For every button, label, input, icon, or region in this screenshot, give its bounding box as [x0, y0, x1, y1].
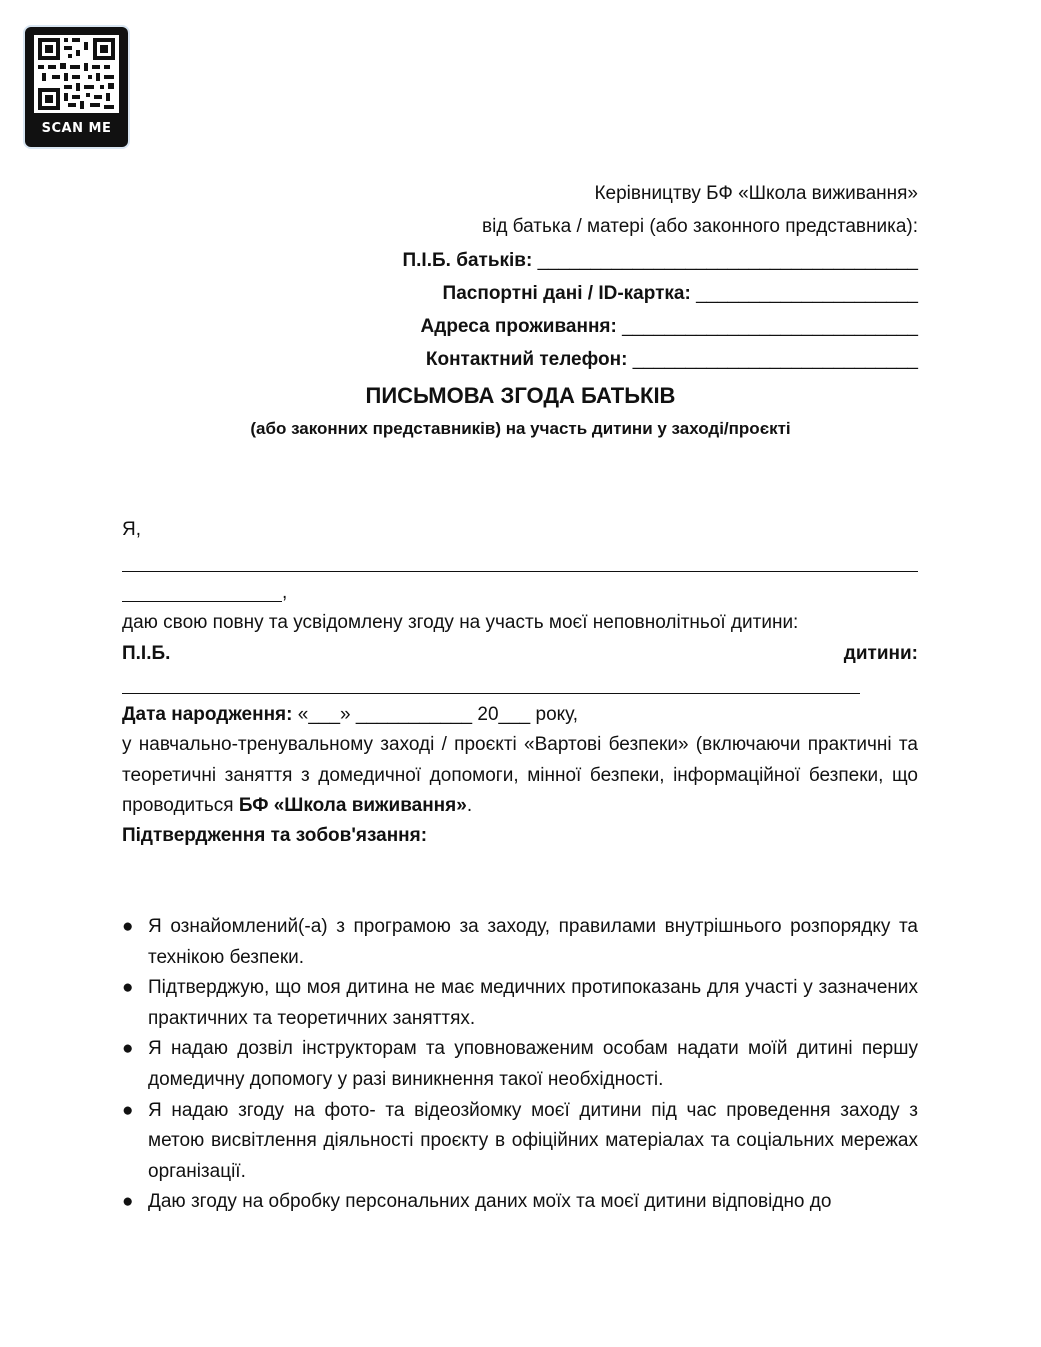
document-subtitle: (або законних представників) на участь дитини у заході/проєкті	[250, 419, 791, 438]
qr-code	[25, 27, 128, 147]
list-item: ● Я ознайомлений(-а) з програмою за заходу, правилами внутрішнього розпорядку та технікою безпеки.	[122, 912, 918, 973]
phone-label: Контактний телефон:	[425, 349, 628, 370]
dob-line	[122, 704, 578, 726]
parent-name-field	[403, 250, 919, 272]
confirm-heading: Підтвердження та зобов'язання:	[122, 825, 428, 846]
address-field	[421, 316, 918, 338]
qr-code-icon	[34, 35, 119, 113]
bullet-icon: ●	[122, 1038, 134, 1060]
from-line: від батька / матері (або законного представника):	[482, 216, 918, 237]
org-name: БФ «Школа виживання»	[238, 795, 467, 817]
passport-field	[443, 283, 918, 305]
name-blank-line	[122, 571, 918, 572]
dob-label: Дата народження:	[122, 704, 293, 725]
document-title: ПИСЬМОВА ЗГОДА БАТЬКІВ	[365, 383, 676, 408]
event-paragraph	[122, 730, 918, 822]
bullet-icon: ●	[122, 916, 134, 937]
list-item: ● Даю згоду на обробку персональних даних моїх та моєї дитини відповідно до	[122, 1187, 918, 1218]
dob-blank: «___» ___________ 20___ року,	[292, 704, 579, 725]
bullet-icon: ●	[122, 1099, 134, 1121]
intro-text: Я,	[122, 519, 141, 540]
addressee: Керівництву БФ «Школа виживання»	[594, 183, 918, 204]
confirm-list	[122, 912, 918, 1218]
child-name-blank-line	[122, 693, 860, 694]
event-end: .	[466, 795, 473, 817]
address-label: Адреса проживання:	[420, 316, 617, 337]
child-name-label: П.І.Б.	[122, 643, 171, 664]
bullet-icon: ●	[122, 977, 134, 999]
intro-comma: ,	[282, 582, 288, 603]
list-item: ● Підтверджую, що моя дитина не має медичних протипоказань для участі у зазначених практичних та теоретичних заняттях.	[122, 973, 918, 1034]
list-item: ● Я надаю згоду на фото- та відеозйомку моєї дитини під час проведення заходу з метою висвітлення діяльності проєкту в офіційних матеріалах та соціальних мережах організації.	[122, 1096, 918, 1188]
parent-name-label: П.І.Б. батьків:	[402, 250, 533, 271]
event-text: у навчально-тренувальному заході / проєкті «Вартові безпеки» (включаючи практичні та теоретичні заняття з домедичної допомоги, мінної безпеки, інформаційної безпеки, що проводиться	[122, 734, 918, 817]
name-blank-line-2	[122, 601, 282, 602]
child-name-label-right: дитини:	[843, 643, 918, 664]
phone-field	[426, 349, 918, 371]
qr-scan-label: SCAN ME	[41, 121, 112, 136]
list-item: ● Я надаю дозвіл інструкторам та уповноваженим особам надати моїй дитині першу домедичну допомогу у разі виникнення такої необхідності.	[122, 1034, 918, 1095]
parent-name-blank: ____________________________________	[537, 250, 918, 271]
consent-text: даю свою повну та усвідомлену згоду на участь моєї неповнолітньої дитини:	[122, 612, 799, 633]
bullet-icon: ●	[122, 1191, 134, 1213]
address-blank: ____________________________	[622, 316, 918, 337]
passport-label: Паспортні дані / ID-картка:	[442, 283, 691, 304]
passport-blank: _____________________	[696, 283, 918, 304]
phone-blank: ___________________________	[632, 349, 918, 370]
